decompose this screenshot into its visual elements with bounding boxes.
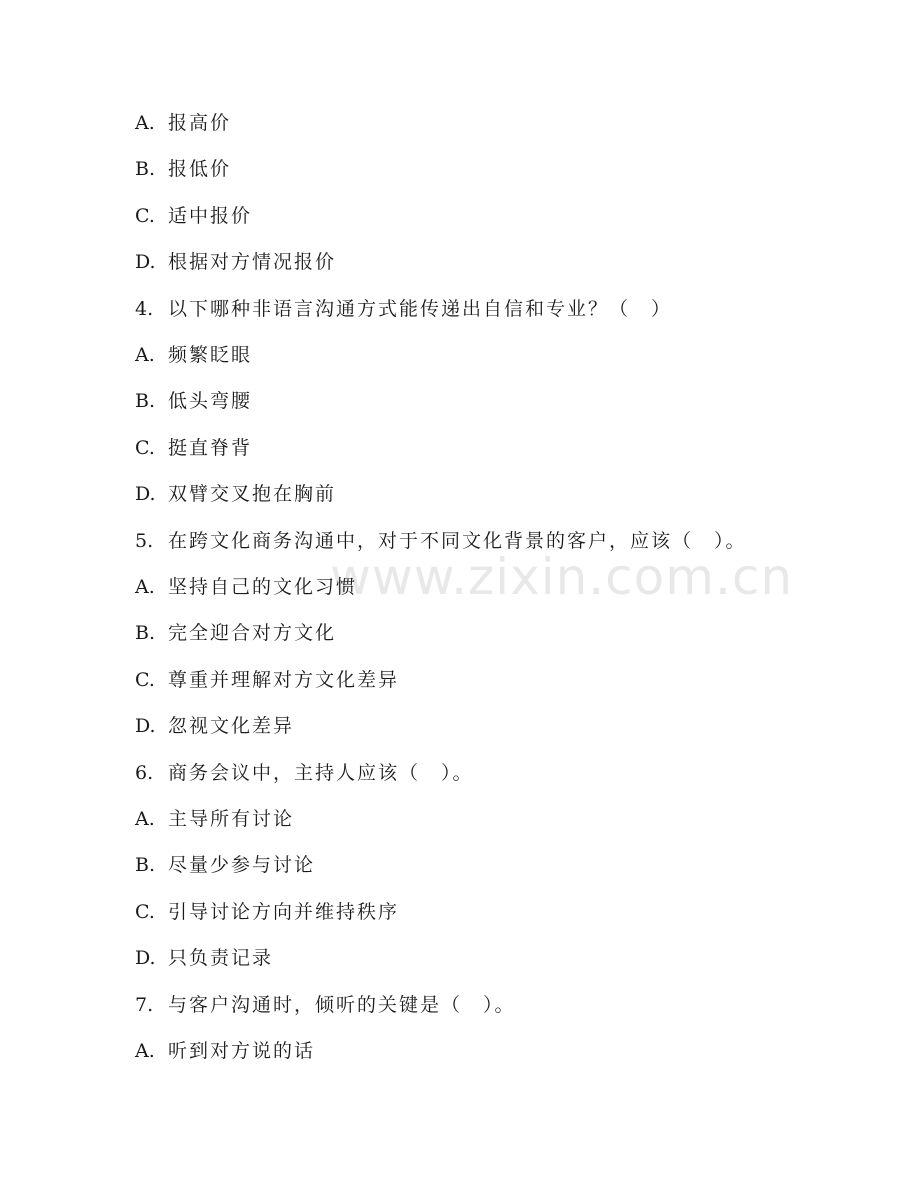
item-text: 频繁眨眼 [168,344,253,366]
item-marker: A. [135,576,155,598]
item-marker: D. [135,947,156,970]
option-line [135,946,273,970]
item-marker: B. [135,854,156,877]
item-text: 主导所有讨论 [168,808,295,830]
item-text: 报高价 [168,112,232,134]
item-marker: A. [135,1040,155,1062]
option-line [135,621,336,645]
question-line [135,993,516,1017]
option-line [135,1039,315,1063]
option-line [135,668,399,692]
item-marker: C. [135,436,155,459]
option-line [135,111,231,135]
item-text: 只负责记录 [168,947,274,970]
option-line [135,389,252,413]
item-text: 在跨文化商务沟通中，对于不同文化背景的客户，应该（ ）。 [168,529,747,552]
item-text: 尊重并理解对方文化差异 [168,668,400,691]
item-marker: A. [135,344,155,366]
item-text: 商务会议中，主持人应该（ ）。 [168,761,474,784]
item-marker: D. [135,483,156,506]
item-marker: 5. [135,529,154,552]
option-line [135,250,336,274]
question-line [135,529,747,553]
item-text: 报低价 [168,158,232,181]
item-text: 双臂交叉抱在胸前 [168,483,337,506]
item-marker: C. [135,900,155,923]
item-text: 低头弯腰 [168,390,253,413]
option-line [135,204,252,228]
option-line [135,343,252,367]
item-text: 忽视文化差异 [168,715,295,738]
item-text: 挺直脊背 [168,436,253,459]
item-text: 根据对方情况报价 [168,251,337,274]
item-marker: 7. [135,993,154,1016]
item-marker: D. [135,251,156,274]
item-marker: C. [135,668,155,691]
item-marker: B. [135,390,156,413]
item-text: 听到对方说的话 [168,1040,316,1062]
item-marker: A. [135,808,155,830]
item-marker: A. [135,112,155,134]
option-line [135,853,315,877]
item-text: 坚持自己的文化习惯 [168,576,358,598]
item-marker: B. [135,622,156,645]
item-text: 完全迎合对方文化 [168,622,337,645]
item-marker: D. [135,715,156,738]
option-line [135,807,294,831]
watermark: www.zixin.com.cn [330,548,794,606]
option-line [135,714,294,738]
item-marker: B. [135,158,156,181]
question-line [135,297,672,321]
option-line [135,900,399,924]
item-text: 引导讨论方向并维持秩序 [168,900,400,923]
item-marker: 4. [135,297,154,320]
option-line [135,482,336,506]
item-text: 以下哪种非语言沟通方式能传递出自信和专业？（ ） [168,297,673,320]
option-line [135,157,231,181]
question-line [135,761,474,785]
item-marker: C. [135,204,155,227]
item-text: 尽量少参与讨论 [168,854,316,877]
item-text: 适中报价 [168,204,253,227]
item-text: 与客户沟通时，倾听的关键是（ ）。 [168,993,516,1016]
item-marker: 6. [135,761,154,784]
option-line [135,436,252,460]
option-line [135,575,357,599]
